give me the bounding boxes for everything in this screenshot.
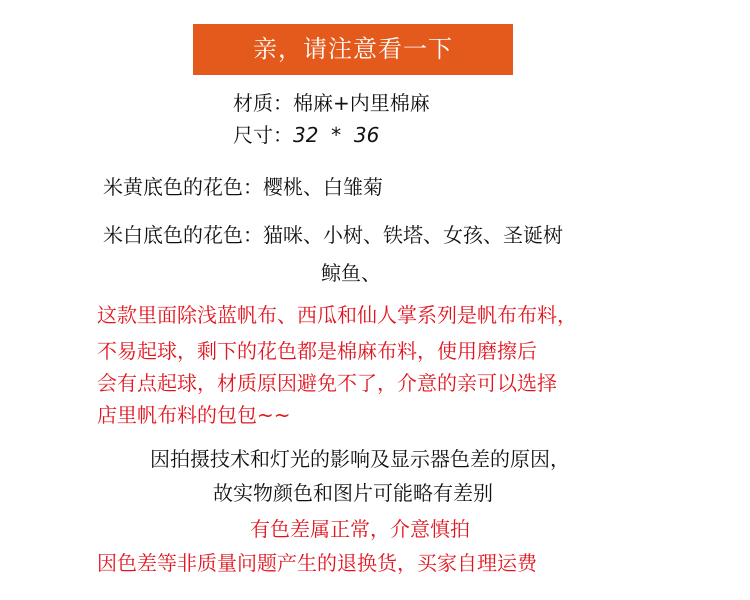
beige-pattern-row — [103, 174, 383, 200]
white-pattern-value-cont: 鲸鱼、 — [321, 261, 381, 285]
size-label: 尺寸： — [233, 123, 293, 147]
color-note-line-1: 因拍摄技术和灯光的影响及显示器色差的原因， — [150, 447, 570, 471]
material-row — [233, 90, 430, 116]
canvas-note-line-2: 不易起球，剩下的花色都是棉麻布料，使用磨擦后 — [97, 339, 537, 363]
beige-pattern-value: 樱桃、白雏菊 — [263, 175, 383, 199]
beige-pattern-label: 米黄底色的花色： — [103, 175, 263, 199]
canvas-note-line-3: 会有点起球，材质原因避免不了，介意的亲可以选择 — [97, 371, 557, 395]
white-pattern-row — [103, 222, 563, 248]
size-row — [233, 122, 379, 148]
white-pattern-label: 米白底色的花色： — [103, 223, 263, 247]
white-pattern-value: 猫咪、小树、铁塔、女孩、圣诞树 — [263, 223, 563, 247]
size-value: 32 * 36 — [293, 123, 380, 147]
color-note-line-2: 故实物颜色和图片可能略有差别 — [213, 481, 493, 505]
warning-line-1: 有色差属正常，介意慎拍 — [250, 517, 470, 541]
banner-title: 亲，请注意看一下 — [253, 35, 453, 63]
warning-line-2: 因色差等非质量问题产生的退换货，买家自理运费 — [97, 551, 537, 575]
canvas-note-line-4: 店里帆布料的包包~~ — [97, 403, 291, 427]
notice-banner — [193, 24, 513, 75]
canvas-note-line-1: 这款里面除浅蓝帆布、西瓜和仙人掌系列是帆布布料， — [97, 303, 577, 327]
material-value: 棉麻+内里棉麻 — [293, 91, 430, 115]
material-label: 材质： — [233, 91, 293, 115]
